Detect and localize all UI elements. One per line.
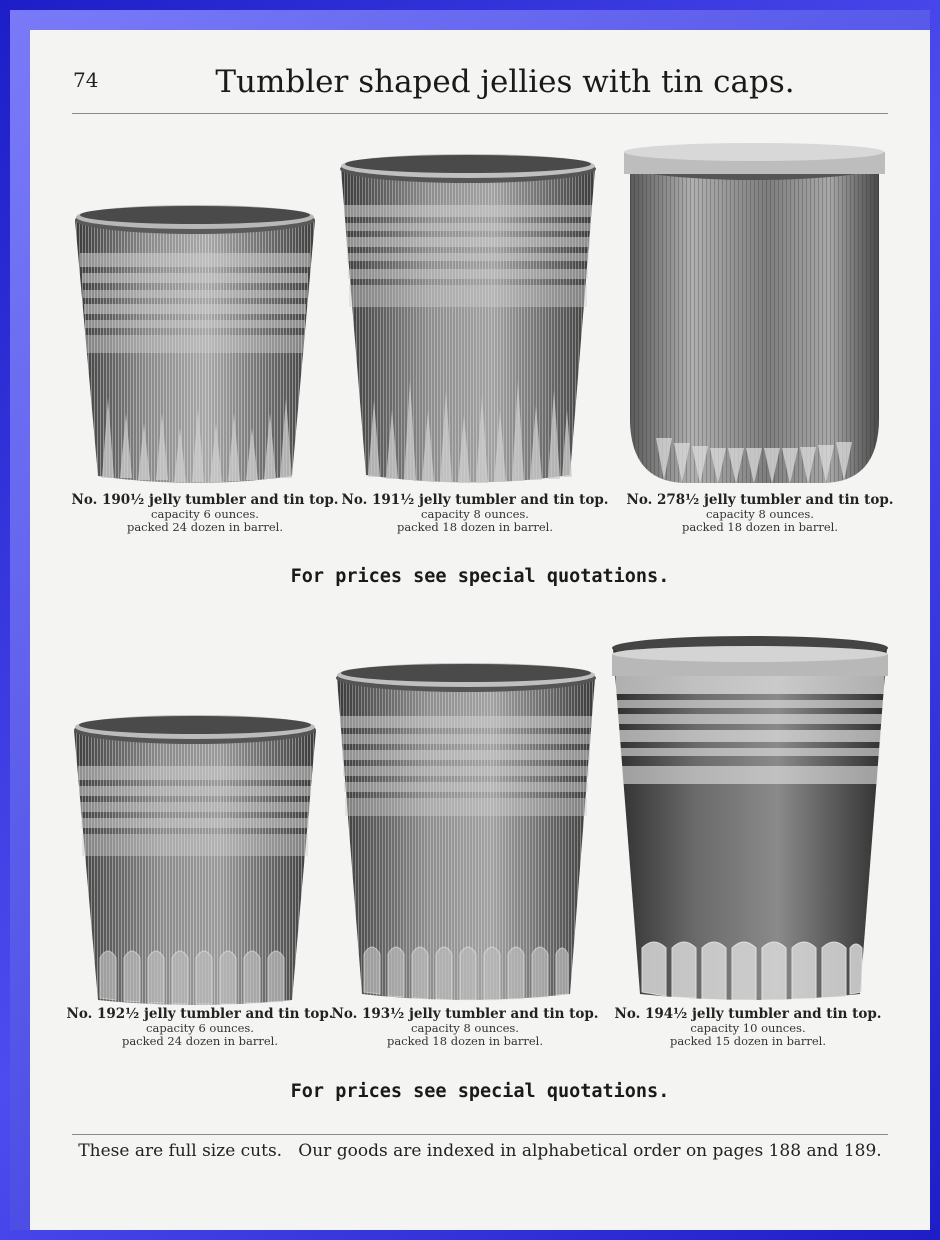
item-capacity: capacity 8 ounces.: [706, 507, 814, 521]
price-note-bottom: For prices see special quotations.: [290, 1081, 670, 1102]
tumbler-192-illustration: [70, 708, 320, 1008]
item-192-caption: [55, 1006, 345, 1048]
footer-note: These are full size cuts. Our goods are indexed in alphabetical order on pages 188 and 189.: [78, 1141, 882, 1161]
item-capacity: capacity 6 ounces.: [151, 507, 259, 521]
item-capacity: capacity 8 ounces.: [411, 1021, 519, 1035]
item-191-caption: [330, 492, 620, 534]
item-packing: packed 18 dozen in barrel.: [681, 520, 839, 534]
item-description: jelly tumbler and tin top.: [408, 1006, 599, 1022]
item-number: No. 194½: [614, 1006, 688, 1022]
item-193-caption: [320, 1006, 610, 1048]
item-number: No. 192½: [66, 1006, 140, 1022]
item-packing: packed 15 dozen in barrel.: [669, 1034, 827, 1048]
item-capacity: capacity 10 ounces.: [690, 1021, 806, 1035]
price-note-top: For prices see special quotations.: [290, 566, 670, 587]
item-190-caption: [60, 492, 350, 534]
tumbler-193-illustration: [334, 654, 598, 1004]
item-packing: packed 18 dozen in barrel.: [386, 1034, 544, 1048]
tumbler-191-illustration: [338, 145, 598, 490]
footer-rule: [72, 1134, 888, 1135]
catalog-page: [30, 30, 930, 1230]
item-number: No. 191½: [341, 492, 415, 508]
item-number: No. 193½: [331, 1006, 405, 1022]
item-packing: packed 18 dozen in barrel.: [396, 520, 554, 534]
page-frame-bevel: [10, 10, 930, 1230]
page-number: 74: [73, 68, 99, 92]
item-194-caption: [598, 1006, 898, 1048]
item-packing: packed 24 dozen in barrel.: [126, 520, 284, 534]
item-description: jelly tumbler and tin top.: [703, 492, 894, 508]
header-rule: [72, 113, 888, 114]
item-packing: packed 24 dozen in barrel.: [121, 1034, 279, 1048]
item-description: jelly tumbler and tin top.: [148, 492, 339, 508]
item-description: jelly tumbler and tin top.: [691, 1006, 882, 1022]
item-capacity: capacity 8 ounces.: [421, 507, 529, 521]
tumbler-190-illustration: [70, 198, 320, 488]
item-description: jelly tumbler and tin top.: [418, 492, 609, 508]
tumbler-194-illustration: [610, 626, 890, 1006]
item-278-caption: [615, 492, 905, 534]
item-capacity: capacity 6 ounces.: [146, 1021, 254, 1035]
page-title: Tumbler shaped jellies with tin caps.: [215, 64, 795, 100]
item-number: No. 278½: [626, 492, 700, 508]
tumbler-278-illustration: [622, 138, 887, 493]
item-description: jelly tumbler and tin top.: [143, 1006, 334, 1022]
item-number: No. 190½: [71, 492, 145, 508]
